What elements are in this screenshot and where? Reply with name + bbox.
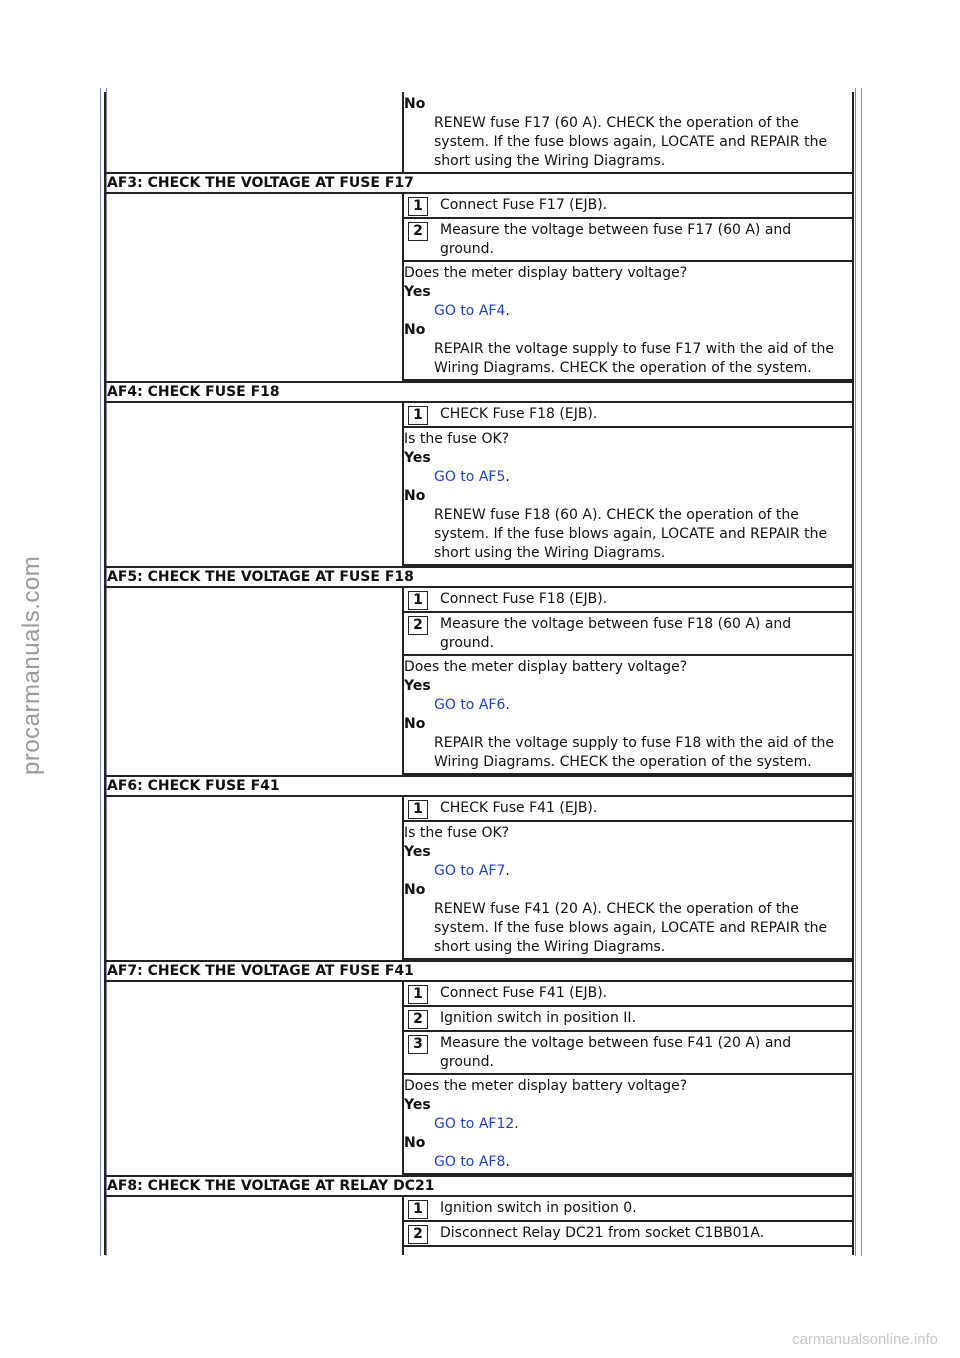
step-number: 3	[408, 1035, 428, 1054]
step-text: Disconnect Relay DC21 from socket C1BB01A.	[440, 1225, 765, 1241]
step-text: Ignition switch in position II.	[440, 1010, 637, 1026]
goto-af6-link[interactable]: GO to AF6	[434, 697, 506, 713]
no-label: No	[404, 1135, 426, 1151]
af6-title: AF6: CHECK FUSE F41	[105, 776, 853, 796]
no-label: No	[404, 96, 426, 112]
step-item	[404, 982, 852, 1007]
step-text: Connect Fuse F18 (EJB).	[440, 591, 608, 607]
question-block: Is the fuse OK? Yes GO to AF7. No RENEW fuse F41 (20 A). CHECK the operation of the system. If the fuse blows again, LOCATE and REPAIR the short using the Wiring Diagrams.	[404, 822, 852, 960]
bottom-watermark: carmanualsonline.info	[792, 1331, 938, 1348]
step-item	[404, 194, 852, 219]
step-text: Connect Fuse F17 (EJB).	[440, 197, 608, 213]
question-text: Does the meter display battery voltage?	[404, 265, 688, 281]
af5-body	[403, 587, 853, 776]
cut-off-row	[404, 1247, 852, 1255]
step-item	[404, 613, 852, 656]
no-action: REPAIR the voltage supply to fuse F18 with the aid of the Wiring Diagrams. CHECK the operation of the system.	[434, 735, 835, 770]
question-text: Is the fuse OK?	[404, 431, 510, 447]
af3-body	[403, 193, 853, 382]
right-margin-rule	[855, 88, 856, 1256]
goto-af12-link[interactable]: GO to AF12	[434, 1116, 515, 1132]
no-action: REPAIR the voltage supply to fuse F17 with the aid of the Wiring Diagrams. CHECK the operation of the system.	[434, 341, 835, 376]
af8-title: AF8: CHECK THE VOLTAGE AT RELAY DC21	[105, 1176, 853, 1196]
step-text: Measure the voltage between fuse F41 (20 A) and ground.	[440, 1035, 792, 1070]
step-number: 2	[408, 222, 428, 241]
af4-body	[403, 402, 853, 567]
step-number: 2	[408, 616, 428, 635]
step-text: Measure the voltage between fuse F18 (60 A) and ground.	[440, 616, 792, 651]
af8-body	[403, 1196, 853, 1255]
step-text: Measure the voltage between fuse F17 (60 A) and ground.	[440, 222, 792, 257]
step-item	[404, 1007, 852, 1032]
no-label: No	[404, 488, 426, 504]
side-watermark: procarmanuals.com	[18, 555, 45, 775]
af7-title: AF7: CHECK THE VOLTAGE AT FUSE F41	[105, 961, 853, 981]
no-action: RENEW fuse F18 (60 A). CHECK the operation of the system. If the fuse blows again, LOCATE and REPAIR the short using the Wiring Diagrams.	[434, 507, 828, 561]
pinpoint-test-table	[104, 92, 854, 1255]
yes-label: Yes	[404, 284, 431, 300]
step-number: 1	[408, 197, 428, 216]
goto-af5-link[interactable]: GO to AF5	[434, 469, 506, 485]
step-text: Connect Fuse F41 (EJB).	[440, 985, 608, 1001]
diagnostic-table-page	[104, 92, 854, 1255]
step-item	[404, 588, 852, 613]
no-action: RENEW fuse F17 (60 A). CHECK the operation of the system. If the fuse blows again, LOCATE and REPAIR the short using the Wiring Diagrams.	[434, 115, 828, 169]
step-number: 1	[408, 1200, 428, 1219]
step-text: Ignition switch in position 0.	[440, 1200, 637, 1216]
yes-label: Yes	[404, 844, 431, 860]
step-text: CHECK Fuse F18 (EJB).	[440, 406, 598, 422]
goto-af8-link[interactable]: GO to AF8	[434, 1154, 506, 1170]
no-action: RENEW fuse F41 (20 A). CHECK the operation of the system. If the fuse blows again, LOCATE and REPAIR the short using the Wiring Diagrams.	[434, 901, 828, 955]
empty-left-cell	[105, 92, 403, 173]
step-number: 2	[408, 1010, 428, 1029]
af5-title: AF5: CHECK THE VOLTAGE AT FUSE F18	[105, 567, 853, 587]
question-text: Does the meter display battery voltage?	[404, 1078, 688, 1094]
step-text: CHECK Fuse F41 (EJB).	[440, 800, 598, 816]
empty-left-cell	[105, 402, 403, 567]
result-cell	[403, 92, 853, 173]
empty-left-cell	[105, 796, 403, 961]
question-text: Does the meter display battery voltage?	[404, 659, 688, 675]
step-number: 1	[408, 591, 428, 610]
step-number: 2	[408, 1225, 428, 1244]
empty-left-cell	[105, 1196, 403, 1255]
left-margin-rule	[100, 88, 101, 1256]
yes-label: Yes	[404, 1097, 431, 1113]
step-item	[404, 1032, 852, 1075]
step-number: 1	[408, 406, 428, 425]
empty-left-cell	[105, 587, 403, 776]
answer-block	[404, 92, 852, 172]
af7-body	[403, 981, 853, 1176]
step-item	[404, 797, 852, 822]
empty-left-cell	[105, 981, 403, 1176]
question-block: Does the meter display battery voltage? Yes GO to AF4. No REPAIR the voltage supply to fuse F17 with the aid of the Wiring Diagrams. CHECK the operation of the system.	[404, 262, 852, 381]
af3-title: AF3: CHECK THE VOLTAGE AT FUSE F17	[105, 173, 853, 193]
yes-label: Yes	[404, 450, 431, 466]
step-number: 1	[408, 800, 428, 819]
question-block: Does the meter display battery voltage? Yes GO to AF12. No GO to AF8.	[404, 1075, 852, 1175]
step-number: 1	[408, 985, 428, 1004]
empty-left-cell	[105, 193, 403, 382]
goto-af7-link[interactable]: GO to AF7	[434, 863, 506, 879]
no-label: No	[404, 882, 426, 898]
step-item	[404, 219, 852, 262]
question-text: Is the fuse OK?	[404, 825, 510, 841]
right-margin-rule-2	[861, 88, 862, 1256]
af6-body	[403, 796, 853, 961]
goto-af4-link[interactable]: GO to AF4	[434, 303, 506, 319]
af4-title: AF4: CHECK FUSE F18	[105, 382, 853, 402]
step-item	[404, 403, 852, 428]
no-label: No	[404, 716, 426, 732]
step-item	[404, 1222, 852, 1247]
yes-label: Yes	[404, 678, 431, 694]
no-label: No	[404, 322, 426, 338]
question-block: Does the meter display battery voltage? Yes GO to AF6. No REPAIR the voltage supply to fuse F18 with the aid of the Wiring Diagrams. CHECK the operation of the system.	[404, 656, 852, 775]
step-item	[404, 1197, 852, 1222]
question-block: Is the fuse OK? Yes GO to AF5. No RENEW fuse F18 (60 A). CHECK the operation of the system. If the fuse blows again, LOCATE and REPAIR the short using the Wiring Diagrams.	[404, 428, 852, 566]
